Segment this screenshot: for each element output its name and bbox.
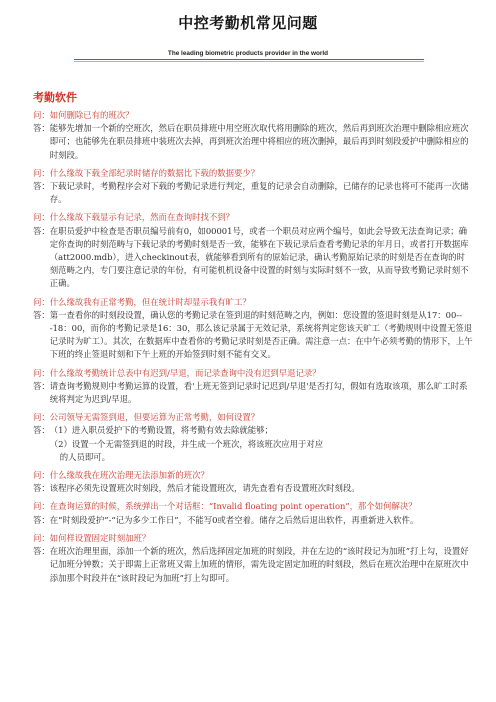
question-text: 公司领导无需签到退，但要运算为正常考勤，如何设置？ bbox=[49, 412, 260, 423]
answer-text: 在班次治理里面，添加一个新的班次，然后选择固定加班的时刻段，并在左边的“该时段记为加班”打上勾，设置好记加班分钟数；关于即需上正常班又需上加班的情形，需先设定固定加班的时刻段，然后在班次治理中在原班次中添加那个时段并在“该时段记为加班”打上勾即可。 bbox=[49, 546, 469, 583]
question bbox=[33, 109, 473, 122]
faq-item bbox=[33, 211, 473, 290]
header-tagline: The leading biometric products provider in the world bbox=[167, 50, 329, 57]
question bbox=[33, 469, 473, 482]
faq-item bbox=[33, 532, 473, 585]
answer-text: 该程序必须先设置班次时刻段，然后才能设置班次，请先查看有否设置班次时刻段。 bbox=[49, 483, 360, 494]
answer-text: 能够先增加一个新的空班次，然后在职员排班中用空班次取代将用删除的班次，然后再到班次治理中删除相应班次即可；也能够先在职员排班中装班次去掉，再到班次治理中将相应的班次删掉，最后再到时刻段爱护中删除相应的时刻段。 bbox=[49, 123, 469, 160]
question-text: 什么缘故下载显示有记录，然而在查询时找不到？ bbox=[49, 212, 234, 223]
header-divider-light bbox=[74, 61, 424, 62]
answer-text bbox=[50, 424, 473, 464]
question-prefix: 问： bbox=[33, 501, 50, 512]
answer bbox=[33, 424, 473, 464]
question bbox=[33, 296, 473, 309]
answer-body: （1）进入职员爱护下的考勤设置，将考勤有效去除就能够； （2）设置一个无需签到退的时段，并生成一个班次，将该班次应用于对应 bbox=[49, 425, 324, 449]
faq-list bbox=[33, 109, 473, 590]
question-text: 什么缘故我在班次治理无法添加新的班次？ bbox=[49, 470, 209, 481]
faq-item bbox=[33, 367, 473, 407]
faq-item bbox=[33, 469, 473, 495]
question-prefix: 问： bbox=[33, 412, 50, 423]
answer bbox=[33, 380, 473, 406]
faq-item bbox=[33, 296, 473, 362]
section-title: 考勤软件 bbox=[33, 91, 77, 104]
answer-prefix: 答： bbox=[33, 123, 50, 134]
answer-prefix: 答： bbox=[33, 181, 50, 192]
answer bbox=[33, 180, 473, 206]
question-text: 在查询运算的时候，系统弹出一个对话框：“Invalid floating point operation”，那个如何解决？ bbox=[49, 501, 417, 512]
question-prefix: 问： bbox=[33, 110, 50, 120]
question-prefix: 问： bbox=[33, 296, 50, 307]
answer-text: 在“时刻段爱护”-“记为多少工作日”，不能写0或者空着。储存之后然后退出软件，再重新进入软件。 bbox=[49, 514, 419, 525]
answer-tail: 的人员即可。 bbox=[59, 451, 110, 462]
question bbox=[33, 367, 473, 380]
faq-item bbox=[33, 109, 473, 162]
faq-item bbox=[33, 167, 473, 207]
answer-prefix: 答： bbox=[33, 225, 50, 236]
answer bbox=[33, 309, 473, 362]
answer-prefix: 答： bbox=[33, 514, 50, 525]
question bbox=[33, 211, 473, 224]
answer bbox=[33, 545, 473, 585]
question-text: 如何删除已有的班次？ bbox=[49, 110, 134, 120]
question bbox=[33, 411, 473, 424]
answer bbox=[33, 225, 473, 291]
answer bbox=[33, 122, 473, 162]
page-title: 中控考勤机常见问题 bbox=[178, 14, 318, 32]
answer-prefix: 答： bbox=[33, 309, 50, 320]
question-prefix: 问： bbox=[33, 470, 50, 481]
answer-text: 下载记录时，考勤程序会对下载的考勤记录进行判定，重复的记录会自动删除，已储存的记录也将可不能再一次储存。 bbox=[49, 181, 469, 205]
header-divider bbox=[74, 59, 424, 60]
answer bbox=[33, 482, 473, 495]
answer bbox=[33, 514, 473, 527]
faq-item bbox=[33, 500, 473, 526]
question bbox=[33, 532, 473, 545]
question-prefix: 问： bbox=[33, 212, 50, 223]
question-prefix: 问： bbox=[33, 367, 50, 378]
answer-prefix: 答： bbox=[33, 380, 50, 391]
question-text: 什么缘故我有正常考勤，但在统计时却显示我有旷工？ bbox=[49, 296, 251, 307]
question-prefix: 问： bbox=[33, 167, 50, 178]
question-text: 如何样设置固定时刻加班？ bbox=[49, 532, 151, 543]
question-text: 什么缘故下载全部纪录时储存的数据比下载的数据要少？ bbox=[49, 167, 260, 178]
page-header bbox=[0, 0, 496, 72]
answer-prefix: 答： bbox=[33, 483, 50, 494]
faq-item bbox=[33, 411, 473, 464]
answer-text: 第一查看你的时刻段设置，确认您的考勤记录在签到退的时刻范畴之内，例如：您设置的签退时刻是从17：00---18：00，而你的考勤记录是16：30，那么该记录属于无效记录，系统将判定您该天旷工（考勤规则中设置无签退记录时为旷工）。其次，在数据库中查看你的考勤记录时刻是否正确。需注意一点：在中午必须考勤的情形下，上午下班的终止签退时刻和下午上班的开始签到时刻不能有交叉。 bbox=[49, 309, 473, 360]
question bbox=[33, 167, 473, 180]
question bbox=[33, 500, 473, 513]
answer-prefix: 答： bbox=[33, 546, 50, 557]
question-prefix: 问： bbox=[33, 532, 50, 543]
question-text: 什么缘故考勤统计总表中有迟到/早退，而记录查询中没有迟到早退记录？ bbox=[49, 367, 321, 378]
answer-prefix: 答： bbox=[33, 425, 50, 436]
answer-text: 请查询考勤规则中考勤运算的设置，看'上班无签到记录时记迟到/早退'是否打勾，假如有选取该项，那么旷工时系统将判定为迟到/早退。 bbox=[49, 380, 468, 405]
answer-text: 在职员爱护中检查是否职员编号前有0，如00001号，或者一个职员对应两个编号，如此会导致无法查询记录；确定你查询的时刻范畴与下载记录的考勤时刻是否一致，能够在下载记录后查看考勤记录的年月日，或者打开数据库（att2000.mdb），进入checkinout表，就能够看到所有的原始记录，确认考勤原始记录的时刻是否在查询的时刻范畴之内，专门要注意记录的年份，有可能机机设备中设置的时刻与实际时刻不一致，从而导致考勤记录时刻不正确。 bbox=[49, 225, 469, 289]
